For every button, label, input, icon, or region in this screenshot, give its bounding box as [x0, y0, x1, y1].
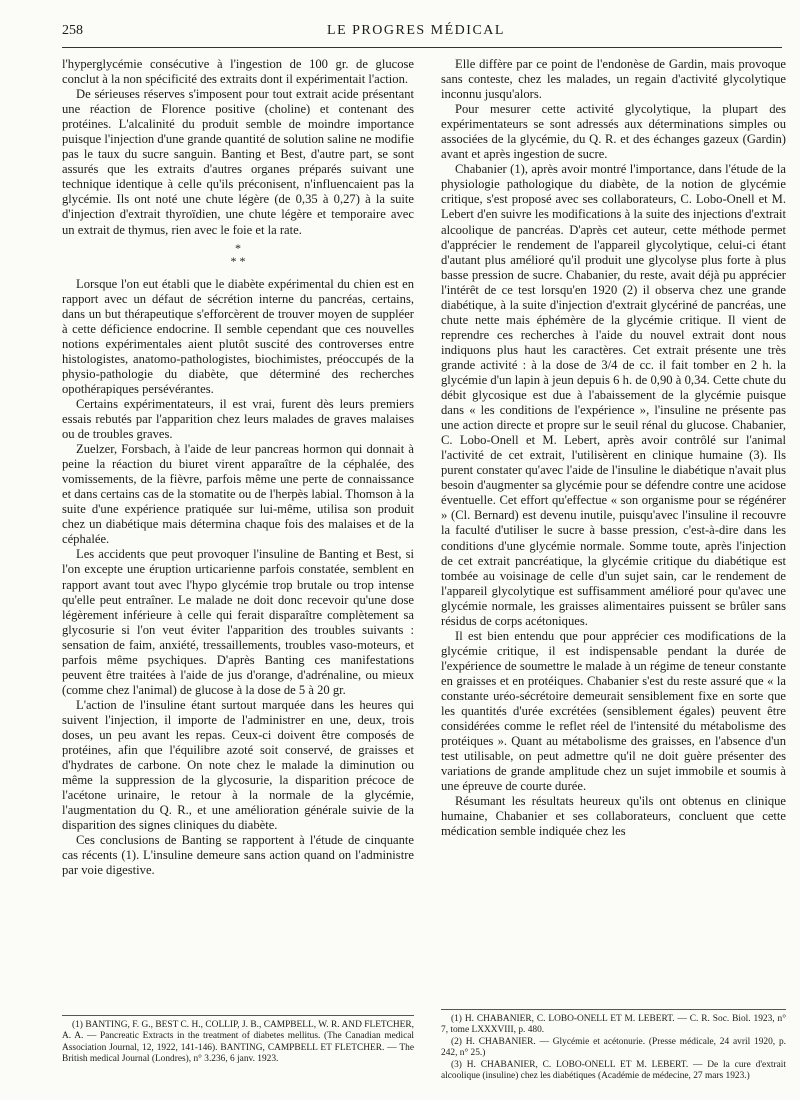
footnote: (2) H. CHABANIER. — Glycémie et acétonurie. (Presse médicale, 24 avril 1920, p. 242, n° 25.)	[441, 1036, 786, 1059]
footnote-rule	[62, 1015, 414, 1016]
page-header	[62, 23, 770, 45]
paragraph: Les accidents que peut provoquer l'insuline de Banting et Best, si l'on excepte une éruption urticarienne parfois constatée, semblent en rapport avant tout avec l'hypo glycémie trop brutale ou trop intense qu'elle peut entraîner. Le malade ne doit donc recevoir qu'une dose légèrement inférieure à celle qui ferait disparaître complètement sa glycosurie si l'on veut éviter l'apparition des troubles suivants : sensation de faim, anxiété, tressaillements, troubles vaso-moteurs, et parfois même psychiques. D'après Banting ces manifestations peuvent être traitées à l'aide de jus d'orange, d'adrénaline, ou mieux (comme chez l'animal) de glucose à la dose de 5 à 20 gr.	[62, 547, 414, 697]
journal-title: LE PROGRES MÉDICAL	[327, 23, 505, 38]
left-footnotes	[62, 1020, 414, 1066]
footnote-rule	[441, 1009, 786, 1010]
footnote: (1) H. CHABANIER, C. LOBO-ONELL ET M. LEBERT. — C. R. Soc. Biol. 1923, n° 7, tome LXXXVIII, p. 480.	[441, 1014, 786, 1036]
footnote: (1) BANTING, F. G., BEST C. H., COLLIP, J. B., CAMPBELL, W. R. AND FLETCHER, A. A. — Pancreatic Extracts in the treatment of diabetes mellitus. (The Canadian medical Association Journal, 12, 1922, 141-146). BANTING, CAMPBELL ET FLETCHER. — The British medical Journal (Londres), n° 3.236, 6 janv. 1923.	[62, 1020, 414, 1065]
right-footnotes	[441, 1014, 786, 1082]
paragraph: De sérieuses réserves s'imposent pour tout extrait acide présentant une réaction de Florence positive (choline) et contenant des protéines. L'alcalinité du produit semble de moindre importance puisque l'injection d'une grande quantité de solution saline ne modifie pas le taux du sucre sanguin. Banting et Best, d'autre part, se sont assurés que les extraits d'autres organes préparés suivant une technique identique à celle qu'ils préconisent, n'influencaient pas la glycémie. Ils ont noté une chute légère (de 0,35 à 0,27) à la suite d'injection d'extrait thyroïdien, une chute légère et temporaire avec un extrait de thymus, rien avec le foie et la rate.	[62, 87, 414, 237]
paragraph: Résumant les résultats heureux qu'ils ont obtenus en clinique humaine, Chabanier et ses collaborateurs, concluent que cette médication semble indiquée chez les	[441, 794, 786, 839]
paragraph: Ces conclusions de Banting se rapportent à l'étude de cinquante cas récents (1). L'insuline demeure sans action quand on l'administre par voie digestive.	[62, 833, 414, 878]
paragraph: Certains expérimentateurs, il est vrai, furent dès leurs premiers essais rebutés par l'apparition chez leurs malades de graves malaises ou de troubles graves.	[62, 396, 414, 442]
paragraph: l'hyperglycémie consécutive à l'ingestion de 100 gr. de glucose conclut à la non spécificité des extraits dont il expérimentait l'action.	[62, 57, 414, 87]
paragraph: Il est bien entendu que pour apprécier ces modifications de la glycémie critique, il est indispensable pendant la durée de l'expérience de soumettre le malade à un régime de teneur constante en graisses et en protéiques. Chabanier s'est du reste assuré que « la constante uréo-sécrétoire demeurait sensiblement fixe en sorte que les quantités d'urée excrétées (sensiblement égales) peuvent être considérées comme le reflet réel de l'intensité du métabolisme des protéiques ». Quant au métabolisme des graisses, en l'absence d'un test utilisable, on peut admettre qu'il ne doit guère présenter des variations de grande amplitude chez un sujet immobile et soumis à une épreuve de courte durée.	[441, 628, 786, 794]
header-rule	[62, 47, 782, 48]
left-column	[62, 57, 414, 878]
paragraph: Chabanier (1), après avoir montré l'importance, dans l'étude de la physiologie pathologique du diabète, de la notion de glycémie critique, s'est proposé avec ses collaborateurs, C. Lobo-Onell et M. Lebert d'en suivre les modifications à la suite des injections d'extrait alcoolique de pancréas. D'après cet auteur, cette méthode permet d'apprécier le rendement de l'appareil glycolytique, celui-ci étant d'autant plus amélioré qu'il produit une glycolyse plus forte à plus basse pression de sucre. Chabanier, du reste, avait déjà pu apprécier l'intérêt de ce test lorsqu'en 1920 (2) il observa chez une grande diabétique, à la suite d'injection d'extrait glycériné de pancréas, une chute nette mais éphémère de la glycémie critique. Il vient de reprendre ces recherches à l'aide du nouvel extrait dont nous indiquons plus haut les caractères. Cet extrait présente une très grande activité : à la dose de 3/4 de cc. il fait tomber en 2 h. la glycémie d'un lapin à jeun depuis 6 h. de 0,90 à 0,34. Cette chute du débit glycosique est due à l'abaissement de la glycémie puisque dans « les conditions de l'expérience », l'insuline ne présente pas une action directe et propre sur le seuil rénal du glucose. Chabanier, C. Lobo-Onell et M. Lebert, après avoir contrôlé sur l'animal l'activité de cet extrait, l'utilisèrent en clinique humaine (3). Ils purent constater qu'avec l'aide de l'insuline le diabétique n'avait plus besoin d'augmenter sa glycémie pour se défendre contre une acidose éventuelle. Cet effort qu'effectue « son organisme pour se régénérer » (Cl. Bernard) est devenu inutile, puisqu'avec l'insuline il recouvre la faculté d'utiliser le sucre à basse pression, c'est-à-dire dans les conditions d'une glycémie normale. Somme toute, après l'injection de cet extrait pancréatique, la glycémie critique du diabétique est tombée au voisinage de celle d'un sujet sain, car le rendement de l'appareil glycolytique est suffisamment amélioré pour qu'avec une glycémie normale, les graisses alimentaires puissent se brûler sans résidus de corps acétoniques.	[441, 162, 786, 628]
paragraph: Elle diffère par ce point de l'endonèse de Gardin, mais provoque sans conteste, chez les malades, un regain d'activité glycolytique inconnu jusqu'alors.	[441, 57, 786, 102]
footnote: (3) H. CHABANIER, C. LOBO-ONELL ET M. LEBERT. — De la cure d'extrait alcoolique (insuline) chez les diabétiques (Académie de médecine, 27 mars 1923.)	[441, 1059, 786, 1082]
paragraph: Zuelzer, Forsbach, à l'aide de leur pancreas hormon qui donnait à peine la réaction du biuret virent apparaître de la céphalée, des vomissements, de la fièvre, parfois même une perte de connaissance et dans certains cas de la stomatite ou de l'herpès labial. Thomson à la suite d'une expérience pratiquée sur lui-même, utilisa son produit chez un diabétique mais détermina chaque fois des malaises et de la céphalée.	[62, 442, 414, 547]
page-number: 258	[62, 23, 83, 38]
paragraph: Lorsque l'on eut établi que le diabète expérimental du chien est en rapport avec un défaut de sécrétion interne du pancréas, certains, dans un but thérapeutique s'efforcèrent de trouver moyen de suppléer à cette déficience endocrine. Il semble cependant que ces nouvelles notions expérimentales aient plutôt suscité des controverses entre histologistes, anatomo-pathologistes, biochimistes, préoccupés de la physio-pathologie du diabète, que déterminé des recherches opothérapiques persévérantes.	[62, 276, 414, 396]
right-column	[441, 57, 786, 839]
paragraph: L'action de l'insuline étant surtout marquée dans les heures qui suivent l'injection, il importe de l'administrer en une, deux, trois doses, un peu avant les repas. Ceux-ci doivent être composés de protéines, afin que l'équilibre azoté soit conservé, de graisses et d'hydrates de carbone. On note chez le malade la diminution ou même la suppression de la glycosurie, la disparition précoce de l'acétone urinaire, le retour à la normale de la glycémie, l'augmentation du Q. R., et une amélioration générale suivie de la disparition des signes cliniques du diabète.	[62, 697, 414, 833]
section-break-asterisks: * * *	[230, 240, 246, 268]
paragraph: Pour mesurer cette activité glycolytique, la plupart des expérimentateurs se sont adressés aux déterminations simples ou associées de la glycémie, du Q. R. et des échanges gazeux (Gardin) avant et après ingestion de sucre.	[441, 102, 786, 162]
